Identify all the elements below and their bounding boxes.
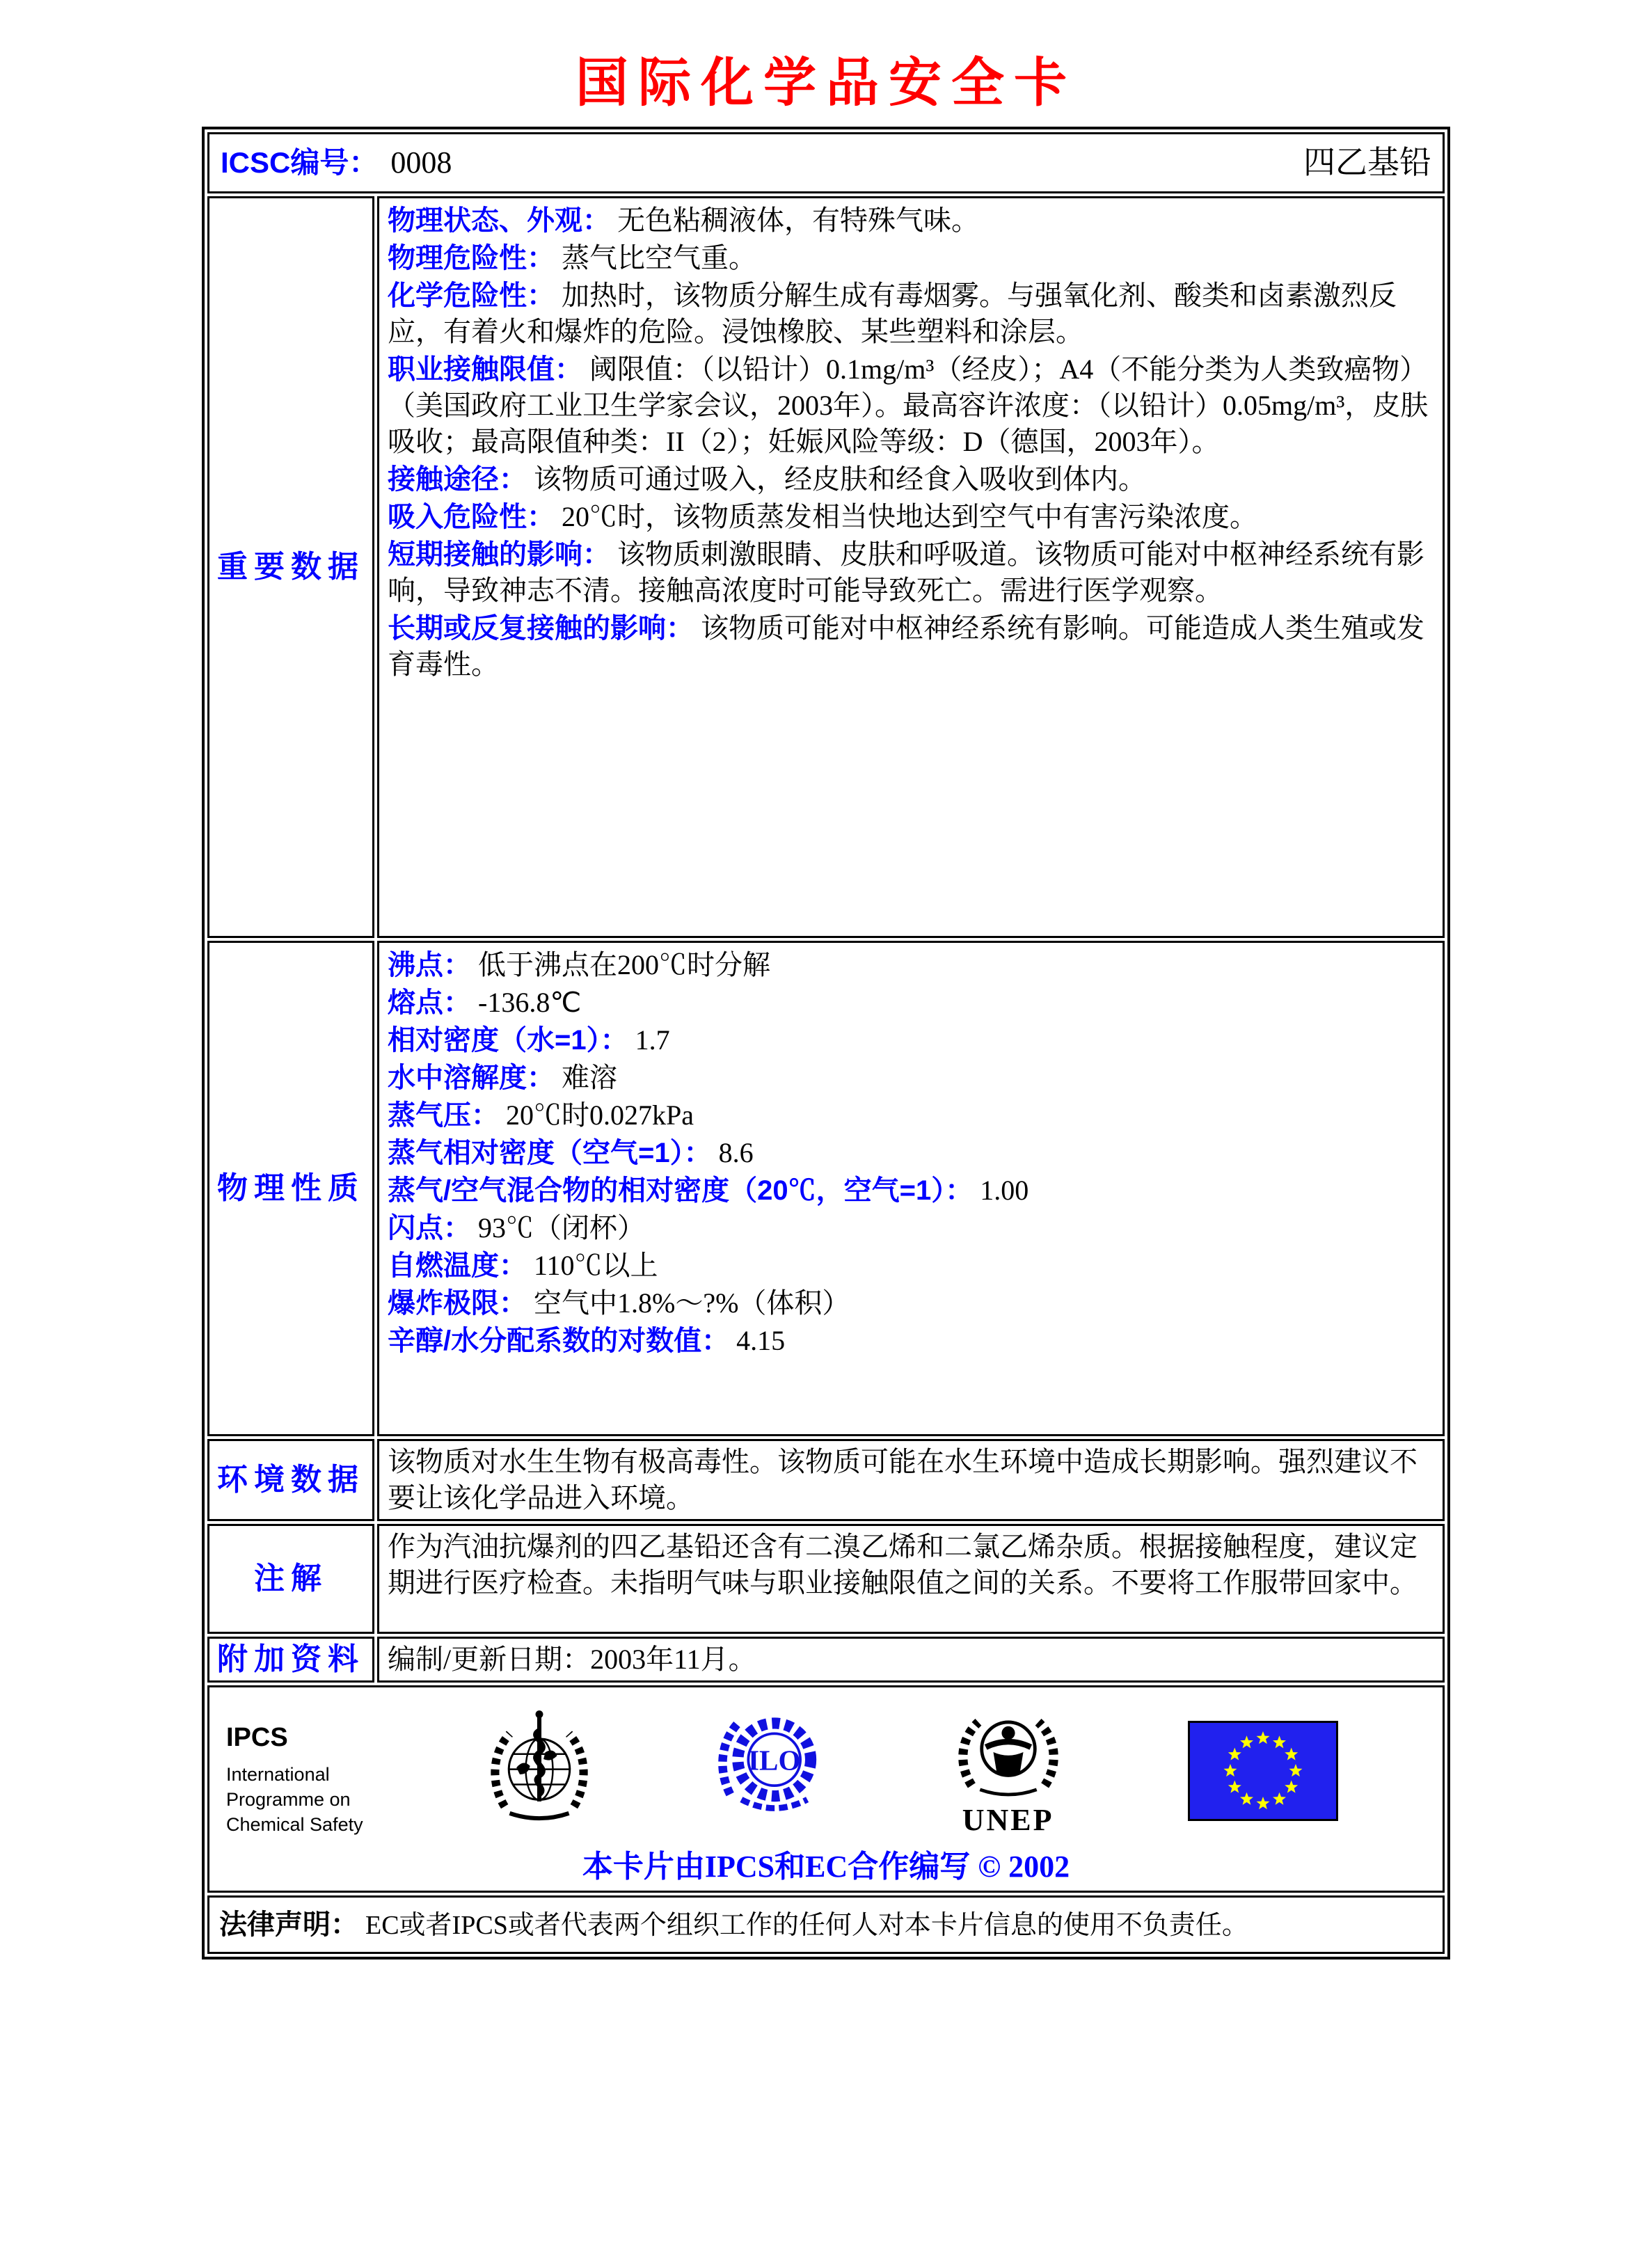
section-label-notes: 注解 xyxy=(207,1524,374,1634)
field-value: 20℃时0.027kPa xyxy=(506,1099,694,1131)
property-line xyxy=(388,1248,1434,1284)
field-label: 蒸气压： xyxy=(388,1100,499,1131)
field-value: 空气中1.8%～?%（体积） xyxy=(534,1287,850,1319)
legal-label: 法律声明： xyxy=(219,1909,358,1941)
field-value: 该物质可通过吸入，经皮肤和经食入吸收到体内。 xyxy=(534,463,1146,495)
legal-cell xyxy=(207,1895,1445,1954)
property-line xyxy=(388,278,1434,350)
property-line xyxy=(388,1210,1434,1246)
property-line xyxy=(388,1135,1434,1171)
field-label: 相对密度（水=1）： xyxy=(388,1025,628,1056)
ilo-letters: ILO xyxy=(748,1744,801,1776)
field-label: 长期或反复接触的影响： xyxy=(388,613,694,644)
field-value: 阈限值：（以铅计）0.1mg/m³（经皮）；A4（不能分类为人类致癌物）（美国政府工业卫生学家会议，2003年）。最高容许浓度：（以铅计）0.05mg/m³，皮肤吸收；最高限值种类：II（2）；妊娠风险等级：D（德国，2003年）。 xyxy=(388,353,1429,457)
field-value: 难溶 xyxy=(562,1062,617,1093)
field-label: 蒸气相对密度（空气=1）： xyxy=(388,1138,712,1168)
important-data-content xyxy=(377,196,1445,938)
who-logo-icon xyxy=(484,1703,594,1831)
ipcs-text-line: International xyxy=(226,1764,330,1786)
logos-row xyxy=(207,1685,1445,1893)
property-line xyxy=(388,985,1434,1021)
property-line xyxy=(388,351,1434,460)
unep-emblem-icon xyxy=(950,1706,1067,1799)
field-label: 爆炸极限： xyxy=(388,1288,527,1319)
field-value: 20℃时，该物质蒸发相当快地达到空气中有害污染浓度。 xyxy=(562,501,1257,532)
field-value: 无色粘稠液体，有特殊气味。 xyxy=(617,205,979,236)
section-label-important-data: 重要数据 xyxy=(207,196,374,938)
field-label: 熔点： xyxy=(388,987,471,1018)
field-value: 该物质刺激眼睛、皮肤和呼吸道。该物质可能对中枢神经系统有影响，导致神志不清。接触高浓度时可能导致死亡。需进行医学观察。 xyxy=(388,539,1424,606)
field-label: 职业接触限值： xyxy=(388,354,582,385)
additional-info-content xyxy=(377,1637,1445,1683)
field-label: 物理状态、外观： xyxy=(388,205,610,236)
important-data-row xyxy=(207,196,1445,938)
field-label: 接触途径： xyxy=(388,464,527,495)
property-line xyxy=(388,1323,1434,1359)
notes-text: 作为汽油抗爆剂的四乙基铅还含有二溴乙烯和二氯乙烯杂质。根据接触程度，建议定期进行医疗检查。未指明气味与职业接触限值之间的关系。不要将工作服带回家中。 xyxy=(388,1531,1417,1598)
legal-text: EC或者IPCS或者代表两个组织工作的任何人对本卡片信息的使用不负责任。 xyxy=(365,1911,1248,1941)
section-label-environmental-data: 环境数据 xyxy=(207,1439,374,1521)
ilo-logo-icon xyxy=(715,1706,828,1822)
property-line xyxy=(388,461,1434,498)
field-value: 8.6 xyxy=(718,1137,754,1168)
environmental-data-text: 该物质对水生生物有极高毒性。该物质可能在水生环境中造成长期影响。强烈建议不要让该化学品进入环境。 xyxy=(388,1446,1417,1513)
additional-info-text: 编制/更新日期：2003年11月。 xyxy=(388,1644,756,1675)
field-label: 辛醇/水分配系数的对数值： xyxy=(388,1326,730,1356)
property-line xyxy=(388,1097,1434,1134)
field-value: 低于沸点在200℃时分解 xyxy=(478,949,770,980)
icsc-number-label: ICSC编号： xyxy=(221,146,379,180)
eu-flag-icon xyxy=(1188,1721,1338,1821)
ipcs-block xyxy=(226,1721,363,1837)
property-line xyxy=(388,947,1434,983)
property-line xyxy=(388,1022,1434,1058)
field-label: 蒸气/空气混合物的相对密度（20℃，空气=1）： xyxy=(388,1175,974,1206)
property-line xyxy=(388,1285,1434,1321)
header-cell xyxy=(207,132,1445,193)
section-label-additional-info: 附加资料 xyxy=(207,1637,374,1683)
logos-cell xyxy=(207,1685,1445,1893)
field-label: 闪点： xyxy=(388,1213,471,1243)
property-line xyxy=(388,202,1434,239)
field-label: 化学危险性： xyxy=(388,280,555,311)
property-line xyxy=(388,1172,1434,1209)
icsc-number-field xyxy=(221,143,452,182)
environmental-data-row xyxy=(207,1439,1445,1521)
field-label: 水中溶解度： xyxy=(388,1063,555,1093)
field-value: 1.7 xyxy=(635,1024,670,1056)
legal-row xyxy=(207,1895,1445,1954)
field-value: 1.00 xyxy=(980,1175,1029,1206)
physical-properties-row xyxy=(207,941,1445,1436)
field-value: 110℃以上 xyxy=(534,1250,658,1281)
field-label: 沸点： xyxy=(388,950,471,980)
property-line xyxy=(388,1060,1434,1096)
page-title: 国际化学品安全卡 xyxy=(575,54,1077,113)
field-label: 吸入危险性： xyxy=(388,502,555,532)
field-value: 4.15 xyxy=(736,1325,786,1356)
additional-info-row xyxy=(207,1637,1445,1683)
property-line xyxy=(388,536,1434,609)
field-label: 物理危险性： xyxy=(388,243,555,273)
field-label: 短期接触的影响： xyxy=(388,539,610,570)
field-value: 该物质可能对中枢神经系统有影响。可能造成人类生殖或发育毒性。 xyxy=(388,612,1424,680)
property-line xyxy=(388,240,1434,276)
field-label: 自燃温度： xyxy=(388,1250,527,1281)
notes-row xyxy=(207,1524,1445,1634)
property-line xyxy=(388,499,1434,535)
physical-properties-content xyxy=(377,941,1445,1436)
environmental-data-content xyxy=(377,1439,1445,1521)
property-line xyxy=(388,610,1434,683)
chemical-name: 四乙基铅 xyxy=(1303,145,1431,181)
ipcs-text-line: Chemical Safety xyxy=(226,1814,363,1836)
notes-content xyxy=(377,1524,1445,1634)
field-value: 蒸气比空气重。 xyxy=(562,242,756,273)
ipcs-text-line: Programme on xyxy=(226,1789,351,1811)
unep-logo xyxy=(950,1706,1067,1840)
header-row xyxy=(207,132,1445,193)
icsc-card-table xyxy=(202,127,1450,1959)
footer-caption: 本卡片由IPCS和EC合作编写 © 2002 xyxy=(582,1850,1070,1884)
ipcs-acronym: IPCS xyxy=(226,1723,288,1752)
field-value: -136.8℃ xyxy=(478,987,582,1018)
unep-letters: UNEP xyxy=(962,1803,1054,1837)
field-value: 加热时，该物质分解生成有毒烟雾。与强氧化剂、酸类和卤素激烈反应，有着火和爆炸的危险。浸蚀橡胶、某些塑料和涂层。 xyxy=(388,280,1397,347)
field-value: 93℃（闭杯） xyxy=(478,1212,645,1243)
section-label-physical-properties: 物理性质 xyxy=(207,941,374,1436)
icsc-number-value: 0008 xyxy=(390,145,452,180)
